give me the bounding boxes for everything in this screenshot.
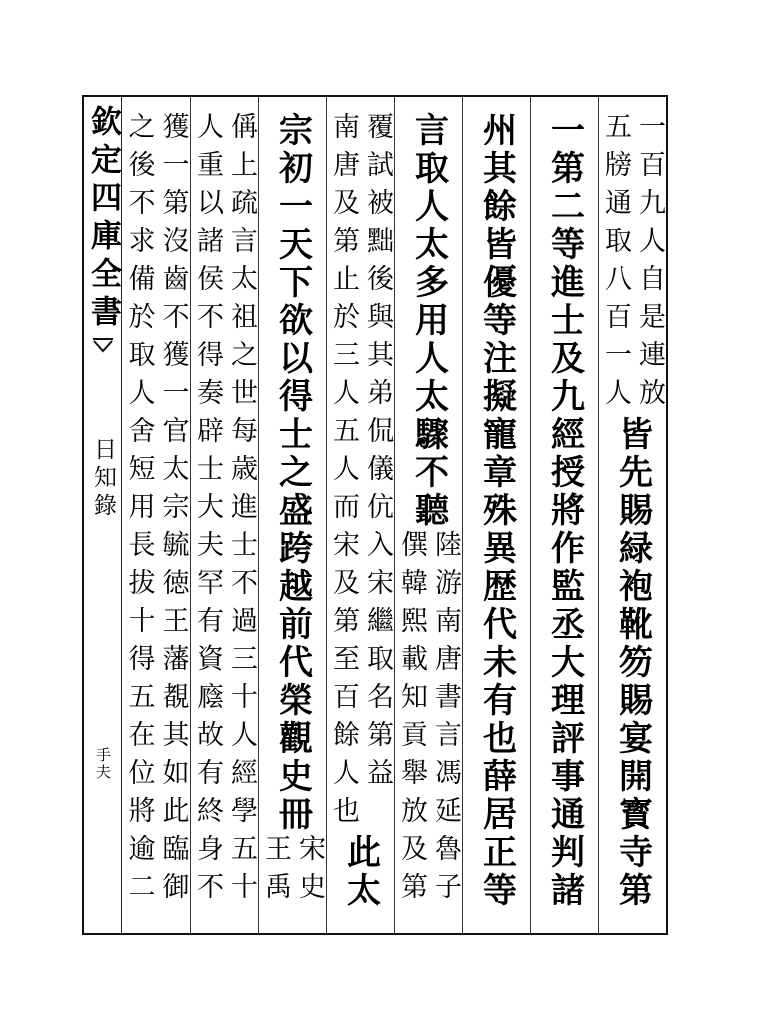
text-column-8: [122, 97, 190, 933]
annotation-left-line: 南唐及第止於三人五人而宋及第至百餘人也: [328, 112, 359, 834]
book-title: 日知錄: [90, 437, 116, 521]
text-column-3: [462, 97, 530, 933]
main-text: 此太: [340, 834, 381, 910]
main-text: 皆先賜緑袍靴笏賜宴開寳寺第: [612, 416, 653, 910]
annotation-left-line: 人重以諸侯不得奏辟士大夫罕有資廕故有終身不: [192, 112, 223, 910]
text-column-2: [530, 97, 598, 933]
main-text: 一第二等進士及九經授將作監丞大理評事通判諸: [544, 112, 585, 910]
annotation-left-line: 之後不求備於取人舍短用長拔十得五在位將逾二: [123, 112, 155, 910]
main-text: 宗初一天下欲以得士之盛跨越前代榮觀史冊: [272, 112, 313, 834]
text-column-5: [326, 97, 394, 933]
annotation: [261, 834, 325, 910]
text-column-7: [190, 97, 258, 933]
annotation: [193, 112, 257, 910]
text-column-1: [598, 97, 666, 933]
fishtail-mark-icon: [92, 337, 114, 353]
page-frame: [82, 95, 668, 935]
text-column-4: [394, 97, 462, 933]
annotation-right-line: 獲一第沒齒不獲一官太宗毓徳王藩覩其如此臨御: [157, 112, 189, 910]
annotation: [124, 112, 188, 910]
text-columns: [122, 97, 666, 933]
annotation-left-line: 五牓通取八百一人: [600, 112, 631, 416]
annotation-right-line: 覆試被黜後與其弟侃儀伉入宋繼取名第益: [362, 112, 393, 796]
margin-strip: [84, 97, 122, 933]
annotation-left-line: 僎韓熙載知貢舉放及第: [396, 530, 427, 910]
annotation-left-line: 王禹: [260, 834, 291, 910]
collection-title: 欽定四庫全書: [85, 105, 121, 333]
annotation-right-line: 陸游南唐書言馮延魯子: [430, 530, 461, 910]
annotation-right-line: 宋史: [294, 834, 325, 910]
annotation: [397, 530, 461, 910]
annotation-right-line: 偁上疏言太祖之世每歳進士不過三十人經學五十: [226, 112, 257, 910]
main-text: 州其餘皆優等注擬寵章殊異歴代未有也薛居正等: [476, 112, 517, 910]
annotation: [329, 112, 393, 834]
annotation: [601, 112, 665, 416]
main-text: 言取人太多用人太驟不聽: [408, 112, 449, 530]
annotation-right-line: 一百九人自是連放: [634, 112, 665, 416]
text-column-6: [258, 97, 326, 933]
page-number: 手夫: [94, 747, 112, 781]
